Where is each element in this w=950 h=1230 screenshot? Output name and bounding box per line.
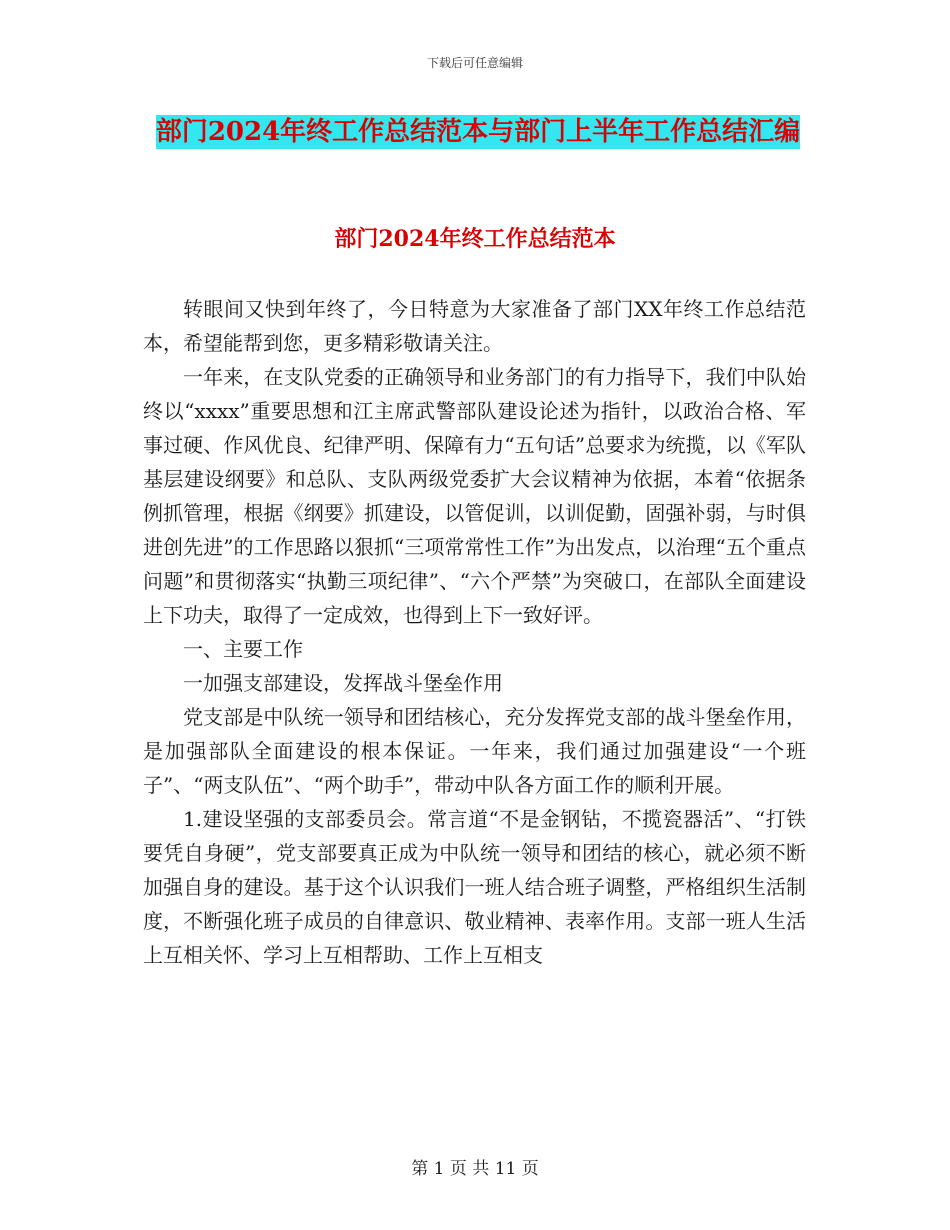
paragraph: 党支部是中队统一领导和团结核心，充分发挥党支部的战斗堡垒作用，是加强部队全面建设的根本保证。一年来，我们通过加强建设“一个班子”、“两支队伍”、“两个助手”，带动中队各方面工作的顺利开展。 — [143, 705, 806, 797]
document-title — [143, 110, 813, 154]
document-body — [143, 292, 806, 972]
paragraph: 一加强支部建设，发挥战斗堡垒作用 — [183, 671, 503, 695]
header-note: 下载后可任意编辑 — [426, 56, 523, 70]
paragraph: 1.建设坚强的支部委员会。常言道“不是金钢钻，不揽瓷器活”、“打铁要凭自身硬”，党支部要真正成为中队统一领导和团结的核心，就必须不断加强自身的建设。基于这个认识我们一班人结合班子调整，严格组织生活制度，不断强化班子成员的自律意识、敬业精神、表率作用。支部一班人生活上互相关怀、学习上互相帮助、工作上互相支 — [143, 807, 806, 967]
paragraph: 转眼间又快到年终了，今日特意为大家准备了部门XX年终工作总结范本，希望能帮到您，更多精彩敬请关注。 — [143, 297, 806, 355]
page-number: 第 1 页 共 11 页 — [411, 1159, 539, 1179]
paragraph: 一年来，在支队党委的正确领导和业务部门的有力指导下，我们中队始终以“xxxx”重要思想和江主席武警部队建设论述为指针，以政治合格、军事过硬、作风优良、纪律严明、保障有力“五句话”总要求为统揽，以《军队基层建设纲要》和总队、支队两级党委扩大会议精神为依据，本着“依据条例抓管理，根据《纲要》抓建设，以管促训，以训促勤，固强补弱，与时俱进创先进”的工作思路以狠抓“三项常常性工作”为出发点，以治理“五个重点问题”和贯彻落实“执勤三项纪律”、“六个严禁”为突破口，在部队全面建设上下功夫，取得了一定成效，也得到上下一致好评。 — [143, 365, 806, 627]
document-title-text: 部门2024年终工作总结范本与部门上半年工作总结汇编 — [155, 117, 801, 147]
paragraph: 一、主要工作 — [183, 637, 303, 661]
section-title: 部门2024年终工作总结范本 — [334, 226, 616, 252]
